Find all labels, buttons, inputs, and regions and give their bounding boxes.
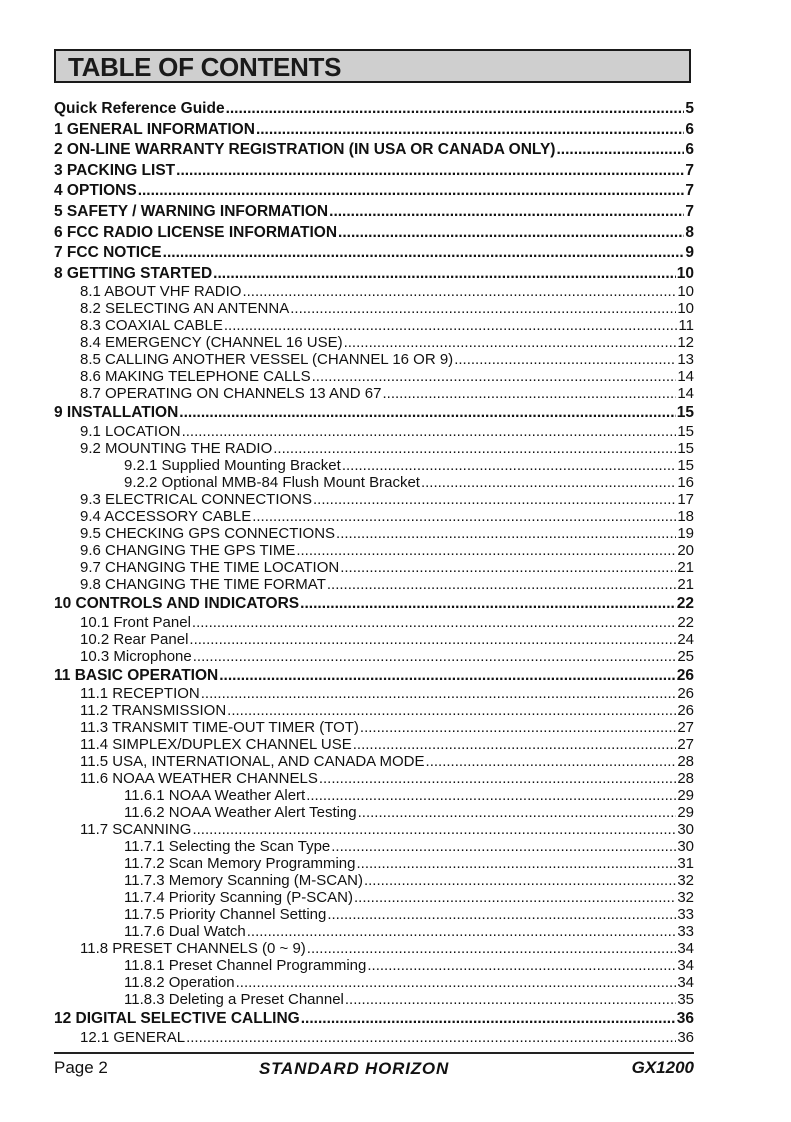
toc-entry-page: 25 <box>677 647 694 665</box>
toc-entry-title: 11.7.5 Priority Channel Setting <box>124 906 327 924</box>
toc-leader-dots <box>290 300 676 317</box>
toc-entry[interactable] <box>54 923 694 940</box>
toc-leader-dots <box>312 368 677 385</box>
toc-entry-title: 5 SAFETY / WARNING INFORMATION <box>54 202 329 220</box>
toc-leader-dots <box>189 631 676 648</box>
toc-entry-page: 7 <box>685 202 694 220</box>
toc-entry-page: 10 <box>677 300 694 318</box>
toc-entry[interactable] <box>54 508 694 525</box>
footer-model: GX1200 <box>631 1058 694 1077</box>
toc-entry-page: 32 <box>677 889 694 907</box>
toc-entry-page: 26 <box>677 702 694 720</box>
toc-leader-dots <box>454 351 676 368</box>
toc-entry-title: 12.1 GENERAL <box>80 1028 186 1046</box>
toc-entry[interactable] <box>54 334 694 351</box>
toc-entry[interactable] <box>54 855 694 872</box>
toc-entry[interactable] <box>54 491 694 508</box>
toc-leader-dots <box>383 385 677 402</box>
toc-entry[interactable] <box>54 736 694 753</box>
toc-leader-dots <box>338 223 684 243</box>
toc-entry-title: 2 ON-LINE WARRANTY REGISTRATION (IN USA OR CANADA ONLY) <box>54 141 556 159</box>
toc-leader-dots <box>213 264 676 284</box>
toc-entry-page: 36 <box>677 1028 694 1046</box>
toc-entry-title: 10.3 Microphone <box>80 647 192 665</box>
toc-entry-title: 10.2 Rear Panel <box>80 630 189 648</box>
toc-entry[interactable] <box>54 300 694 317</box>
toc-entry-page: 6 <box>685 120 694 138</box>
toc-entry-title: 9.1 LOCATION <box>80 422 181 440</box>
toc-entry[interactable] <box>54 474 694 491</box>
toc-entry-title: 8 GETTING STARTED <box>54 264 213 282</box>
toc-leader-dots <box>331 838 676 855</box>
toc-entry-page: 30 <box>677 838 694 856</box>
toc-entry-page: 17 <box>677 490 694 508</box>
toc-entry[interactable] <box>54 753 694 770</box>
toc-entry-page: 21 <box>677 558 694 576</box>
toc-entry-page: 28 <box>677 770 694 788</box>
toc-entry[interactable] <box>54 872 694 889</box>
toc-leader-dots <box>426 753 677 770</box>
toc-entry-page: 6 <box>685 141 694 159</box>
toc-entry-title: 9.5 CHECKING GPS CONNECTIONS <box>80 524 336 542</box>
toc-leader-dots <box>300 594 676 614</box>
toc-entry-title: 11.8.2 Operation <box>124 974 235 992</box>
toc-entry[interactable] <box>54 423 694 440</box>
toc-entry-page: 27 <box>677 736 694 754</box>
toc-entry-page: 32 <box>677 872 694 890</box>
toc-entry-page: 16 <box>677 473 694 491</box>
toc-entry-title: 11.6 NOAA WEATHER CHANNELS <box>80 770 318 788</box>
toc-entry-page: 22 <box>676 594 694 612</box>
toc-entry-page: 29 <box>677 804 694 822</box>
toc-leader-dots <box>301 1009 676 1029</box>
toc-entry[interactable] <box>54 804 694 821</box>
toc-entry[interactable] <box>54 940 694 957</box>
toc-entry-page: 20 <box>677 541 694 559</box>
toc-entry-title: 8.2 SELECTING AN ANTENNA <box>80 300 290 318</box>
toc-entry[interactable] <box>54 525 694 542</box>
toc-entry[interactable] <box>54 559 694 576</box>
toc-entry-page: 35 <box>677 991 694 1009</box>
toc-entry-title: 4 OPTIONS <box>54 182 137 200</box>
toc-entry-title: 9.6 CHANGING THE GPS TIME <box>80 541 296 559</box>
toc-entry-title: 11.7.1 Selecting the Scan Type <box>124 838 331 856</box>
toc-entry-title: 11.8.3 Deleting a Preset Channel <box>124 991 344 1009</box>
toc-leader-dots <box>327 576 676 593</box>
toc-entry[interactable] <box>54 457 694 474</box>
toc-entry[interactable] <box>54 648 694 665</box>
toc-entry-page: 27 <box>677 719 694 737</box>
toc-entry[interactable] <box>54 161 694 181</box>
toc-entry-title: 8.1 ABOUT VHF RADIO <box>80 283 242 301</box>
toc-entry-page: 34 <box>677 974 694 992</box>
toc-entry[interactable] <box>54 889 694 906</box>
toc-leader-dots <box>296 542 676 559</box>
toc-leader-dots <box>193 648 677 665</box>
toc-leader-dots <box>345 991 676 1008</box>
toc-entry[interactable] <box>54 223 694 243</box>
toc-entry-page: 9 <box>685 244 694 262</box>
toc-leader-dots <box>319 770 676 787</box>
toc-leader-dots <box>192 821 676 838</box>
toc-entry-page: 15 <box>676 404 694 422</box>
toc-entry[interactable] <box>54 181 694 201</box>
toc-entry[interactable] <box>54 974 694 991</box>
toc-entry[interactable] <box>54 906 694 923</box>
toc-entry-page: 24 <box>677 630 694 648</box>
toc-entry-page: 5 <box>685 100 694 117</box>
toc-entry-title: 8.3 COAXIAL CABLE <box>80 317 223 335</box>
toc-entry-title: 3 PACKING LIST <box>54 161 176 179</box>
toc-leader-dots <box>364 872 676 889</box>
toc-leader-dots <box>138 181 685 201</box>
toc-entry[interactable] <box>54 140 694 160</box>
toc-entry-title: 11.3 TRANSMIT TIME-OUT TIMER (TOT) <box>80 719 359 737</box>
footer-divider <box>54 1052 694 1054</box>
toc-entry[interactable] <box>54 685 694 702</box>
toc-leader-dots <box>340 559 676 576</box>
toc-leader-dots <box>247 923 677 940</box>
toc-entry-page: 21 <box>677 575 694 593</box>
toc-entry-page: 31 <box>677 855 694 873</box>
toc-entry[interactable] <box>54 991 694 1008</box>
toc-leader-dots <box>256 120 684 140</box>
toc-entry[interactable] <box>54 594 694 614</box>
toc-entry[interactable] <box>54 614 694 631</box>
toc-list <box>54 99 694 1046</box>
toc-leader-dots <box>192 614 676 631</box>
toc-leader-dots <box>354 889 676 906</box>
toc-entry-title: 11.6.2 NOAA Weather Alert Testing <box>124 804 357 822</box>
toc-entry-page: 22 <box>677 613 694 631</box>
toc-entry[interactable] <box>54 576 694 593</box>
toc-entry-page: 15 <box>677 422 694 440</box>
toc-entry-title: 10 CONTROLS AND INDICATORS <box>54 594 300 612</box>
toc-entry-page: 30 <box>677 821 694 839</box>
toc-entry-page: 26 <box>676 666 694 684</box>
toc-leader-dots <box>356 855 676 872</box>
toc-entry-title: 11.1 RECEPTION <box>80 685 200 703</box>
toc-entry[interactable] <box>54 368 694 385</box>
toc-entry[interactable] <box>54 440 694 457</box>
toc-entry-page: 33 <box>677 923 694 941</box>
toc-entry-page: 34 <box>677 940 694 958</box>
toc-leader-dots <box>327 906 676 923</box>
toc-leader-dots <box>358 804 677 821</box>
toc-entry[interactable] <box>54 838 694 855</box>
toc-leader-dots <box>313 491 676 508</box>
toc-entry-page: 12 <box>677 334 694 352</box>
toc-entry-title: 6 FCC RADIO LICENSE INFORMATION <box>54 223 338 241</box>
toc-entry-page: 29 <box>677 787 694 805</box>
toc-leader-dots <box>336 525 676 542</box>
toc-entry[interactable] <box>54 542 694 559</box>
toc-entry-title: 9 INSTALLATION <box>54 404 179 422</box>
toc-title: TABLE OF CONTENTS <box>68 52 342 82</box>
toc-entry-page: 7 <box>685 161 694 179</box>
toc-leader-dots <box>307 940 677 957</box>
toc-entry-title: 11.7.2 Scan Memory Programming <box>124 855 356 873</box>
footer-page-label: Page 2 <box>54 1058 108 1077</box>
toc-entry[interactable] <box>54 403 694 423</box>
toc-leader-dots <box>242 283 676 300</box>
toc-entry-title: 11.8.1 Preset Channel Programming <box>124 957 367 975</box>
toc-entry-title: 8.5 CALLING ANOTHER VESSEL (CHANNEL 16 OR 9) <box>80 351 454 369</box>
toc-entry[interactable] <box>54 631 694 648</box>
toc-entry-page: 33 <box>677 906 694 924</box>
toc-entry[interactable] <box>54 99 694 119</box>
toc-entry-page: 36 <box>676 1010 694 1028</box>
toc-entry-page: 14 <box>677 368 694 386</box>
toc-leader-dots <box>163 243 685 263</box>
toc-entry-title: 11.7 SCANNING <box>80 821 192 839</box>
toc-entry-title: 9.7 CHANGING THE TIME LOCATION <box>80 558 340 576</box>
toc-entry-title: 12 DIGITAL SELECTIVE CALLING <box>54 1010 300 1028</box>
toc-leader-dots <box>224 317 678 334</box>
toc-entry[interactable] <box>54 1009 694 1029</box>
toc-leader-dots <box>556 140 684 160</box>
toc-leader-dots <box>329 202 684 222</box>
toc-leader-dots <box>344 334 677 351</box>
toc-entry-page: 34 <box>677 957 694 975</box>
toc-leader-dots <box>252 508 676 525</box>
toc-entry[interactable] <box>54 120 694 140</box>
toc-leader-dots <box>367 957 676 974</box>
toc-entry-title: 9.8 CHANGING THE TIME FORMAT <box>80 575 326 593</box>
toc-entry-title: 8.7 OPERATING ON CHANNELS 13 AND 67 <box>80 385 382 403</box>
toc-entry-title: 1 GENERAL INFORMATION <box>54 120 255 138</box>
toc-entry-title: 11.7.3 Memory Scanning (M-SCAN) <box>124 872 363 890</box>
toc-entry[interactable] <box>54 243 694 263</box>
toc-leader-dots <box>201 685 677 702</box>
toc-leader-dots <box>421 474 676 491</box>
toc-entry[interactable] <box>54 351 694 368</box>
toc-entry-page: 26 <box>677 685 694 703</box>
toc-entry[interactable] <box>54 264 694 284</box>
toc-entry-page: 10 <box>677 283 694 301</box>
toc-leader-dots <box>306 787 676 804</box>
toc-entry[interactable] <box>54 821 694 838</box>
toc-entry-title: 9.4 ACCESSORY CABLE <box>80 507 252 525</box>
toc-entry-page: 15 <box>677 439 694 457</box>
toc-entry-title: 11.5 USA, INTERNATIONAL, AND CANADA MODE <box>80 753 425 771</box>
toc-entry[interactable] <box>54 957 694 974</box>
toc-entry-page: 7 <box>685 182 694 200</box>
toc-leader-dots <box>353 736 677 753</box>
toc-entry-title: 7 FCC NOTICE <box>54 244 162 262</box>
toc-entry-title: 11.2 TRANSMISSION <box>80 702 227 720</box>
toc-entry-title: 8.6 MAKING TELEPHONE CALLS <box>80 368 311 386</box>
toc-entry[interactable] <box>54 702 694 719</box>
toc-entry-title: 8.4 EMERGENCY (CHANNEL 16 USE) <box>80 334 343 352</box>
toc-leader-dots <box>179 403 675 423</box>
toc-entry[interactable] <box>54 770 694 787</box>
toc-leader-dots <box>186 1029 676 1046</box>
toc-entry[interactable] <box>54 385 694 402</box>
toc-leader-dots <box>226 99 685 119</box>
toc-entry[interactable] <box>54 1029 694 1046</box>
toc-entry-title: 11.7.4 Priority Scanning (P-SCAN) <box>124 889 353 907</box>
toc-entry-page: 18 <box>677 507 694 525</box>
toc-entry-title: 11 BASIC OPERATION <box>54 666 219 684</box>
toc-entry[interactable] <box>54 787 694 804</box>
toc-leader-dots <box>182 423 677 440</box>
toc-entry[interactable] <box>54 317 694 334</box>
toc-entry[interactable] <box>54 719 694 736</box>
toc-entry-title: 9.2.2 Optional MMB-84 Flush Mount Bracket <box>124 473 420 491</box>
toc-entry-title: Quick Reference Guide <box>54 100 225 117</box>
toc-entry-page: 15 <box>677 456 694 474</box>
toc-entry[interactable] <box>54 283 694 300</box>
toc-leader-dots <box>176 161 684 181</box>
toc-entry[interactable] <box>54 666 694 686</box>
toc-entry-page: 14 <box>677 385 694 403</box>
toc-entry-page: 13 <box>677 351 694 369</box>
toc-entry-title: 11.7.6 Dual Watch <box>124 923 246 941</box>
toc-leader-dots <box>227 702 676 719</box>
toc-entry-title: 9.3 ELECTRICAL CONNECTIONS <box>80 490 312 508</box>
toc-entry[interactable] <box>54 202 694 222</box>
toc-leader-dots <box>360 719 676 736</box>
toc-leader-dots <box>273 440 676 457</box>
toc-entry-title: 11.4 SIMPLEX/DUPLEX CHANNEL USE <box>80 736 352 754</box>
toc-entry-page: 10 <box>676 264 694 282</box>
toc-leader-dots <box>219 666 676 686</box>
toc-leader-dots <box>236 974 677 991</box>
toc-entry-title: 9.2 MOUNTING THE RADIO <box>80 439 273 457</box>
toc-entry-title: 11.6.1 NOAA Weather Alert <box>124 787 306 805</box>
toc-entry-page: 8 <box>685 223 694 241</box>
toc-entry-page: 28 <box>677 753 694 771</box>
toc-entry-page: 19 <box>677 524 694 542</box>
toc-entry-title: 10.1 Front Panel <box>80 613 191 631</box>
toc-entry-title: 11.8 PRESET CHANNELS (0 ~ 9) <box>80 940 306 958</box>
toc-entry-page: 11 <box>678 317 694 335</box>
toc-header <box>54 49 691 83</box>
toc-leader-dots <box>342 457 677 474</box>
toc-entry-title: 9.2.1 Supplied Mounting Bracket <box>124 456 341 474</box>
footer-brand-logo: STANDARD HORIZON <box>259 1059 450 1078</box>
